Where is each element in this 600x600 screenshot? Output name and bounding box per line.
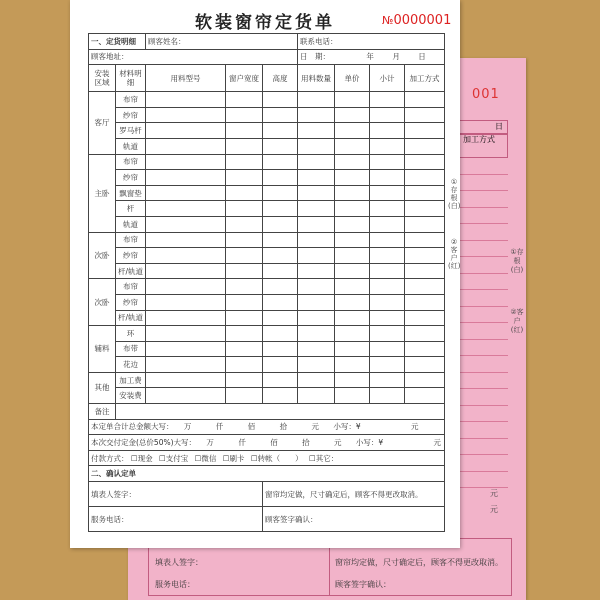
entry-cell[interactable] — [263, 170, 298, 186]
table-row — [89, 201, 445, 217]
table-row — [89, 326, 445, 342]
entry-cell[interactable] — [370, 138, 405, 154]
install-area-cell: 其他 — [89, 372, 116, 403]
entry-cell[interactable] — [370, 107, 405, 123]
deposit-lower-yuan: 元 — [433, 438, 442, 448]
entry-cell[interactable] — [370, 154, 405, 170]
entry-cell[interactable] — [146, 107, 226, 123]
entry-cell[interactable] — [298, 279, 335, 295]
form-title: 软装窗帘定货单 — [195, 13, 335, 33]
date-label: 日 期： — [300, 52, 331, 62]
entry-cell[interactable] — [370, 263, 405, 279]
entry-cell[interactable] — [226, 201, 263, 217]
entry-cell[interactable] — [335, 201, 370, 217]
entry-cell[interactable] — [263, 294, 298, 310]
unit-qian: 仟 — [215, 422, 224, 432]
entry-cell[interactable] — [298, 138, 335, 154]
table-row — [89, 357, 445, 373]
install-area-cell: 辅料 — [89, 326, 116, 373]
entry-cell[interactable] — [226, 294, 263, 310]
entry-cell[interactable] — [335, 107, 370, 123]
serial-value: 0000001 — [393, 13, 452, 28]
order-form-sheet — [70, 0, 460, 548]
order-table — [88, 33, 445, 532]
table-row — [89, 232, 445, 248]
material-cell: 布帘 — [116, 154, 146, 170]
entry-cell[interactable] — [335, 232, 370, 248]
entry-cell[interactable] — [298, 123, 335, 139]
entry-cell[interactable] — [263, 341, 298, 357]
entry-cell[interactable] — [226, 341, 263, 357]
entry-cell[interactable] — [146, 154, 226, 170]
entry-cell[interactable] — [298, 201, 335, 217]
col-install-area: 安装区域 — [89, 65, 116, 92]
entry-cell[interactable] — [263, 263, 298, 279]
pink-side-note-1: ①存根(白) — [510, 248, 524, 274]
col-processing-method: 加工方式 — [405, 65, 445, 92]
entry-cell[interactable] — [370, 388, 405, 404]
deposit-unit-bai: 佰 — [270, 438, 278, 448]
entry-cell[interactable] — [370, 123, 405, 139]
material-cell: 飘窗垫 — [116, 185, 146, 201]
entry-cell[interactable] — [335, 170, 370, 186]
payment-wechat[interactable]: ☐微信 — [194, 453, 217, 463]
payment-alipay[interactable]: ☐支付宝 — [159, 453, 189, 463]
entry-cell[interactable] — [226, 232, 263, 248]
table-row — [89, 92, 445, 108]
entry-cell[interactable] — [370, 201, 405, 217]
entry-cell[interactable] — [405, 357, 445, 373]
entry-cell[interactable] — [370, 170, 405, 186]
side-note-customer: ②客户(红) — [448, 238, 461, 270]
unit-wan: 万 — [183, 422, 192, 432]
entry-cell[interactable] — [298, 92, 335, 108]
entry-cell[interactable] — [263, 216, 298, 232]
pink-service-phone: 服务电话： — [155, 580, 195, 589]
notice-text: 窗帘均定做，尺寸确定后，顾客不得更改取消。 — [263, 482, 445, 507]
item-rows — [89, 92, 445, 404]
col-window-width: 窗户宽度 — [226, 65, 263, 92]
entry-cell[interactable] — [405, 372, 445, 388]
contact-phone-field[interactable]: 联系电话： — [298, 34, 445, 50]
entry-cell[interactable] — [405, 310, 445, 326]
table-row — [89, 170, 445, 186]
pink-method-header: 加工方式 — [450, 134, 508, 158]
material-cell: 纱帘 — [116, 294, 146, 310]
entry-cell[interactable] — [263, 201, 298, 217]
entry-cell[interactable] — [146, 138, 226, 154]
unit-shi: 拾 — [279, 422, 288, 432]
pink-customer-sign: 顾客签字确认： — [335, 580, 391, 589]
material-cell: 环 — [116, 326, 146, 342]
material-cell: 杆 — [116, 201, 146, 217]
entry-cell[interactable] — [226, 170, 263, 186]
entry-cell[interactable] — [146, 263, 226, 279]
entry-cell[interactable] — [146, 216, 226, 232]
entry-cell[interactable] — [226, 248, 263, 264]
table-row — [89, 185, 445, 201]
column-header-row — [89, 65, 445, 92]
entry-cell[interactable] — [405, 326, 445, 342]
entry-cell[interactable] — [405, 294, 445, 310]
unit-yuan: 元 — [311, 422, 319, 432]
col-height: 高度 — [263, 65, 298, 92]
entry-cell[interactable] — [226, 310, 263, 326]
entry-cell[interactable] — [146, 123, 226, 139]
entry-cell[interactable] — [263, 232, 298, 248]
entry-cell[interactable] — [226, 388, 263, 404]
entry-cell[interactable] — [146, 185, 226, 201]
entry-cell[interactable] — [335, 248, 370, 264]
customer-name-field[interactable]: 顾客姓名： — [146, 34, 298, 50]
entry-cell[interactable] — [335, 357, 370, 373]
col-unit-price: 单价 — [335, 65, 370, 92]
entry-cell[interactable] — [263, 138, 298, 154]
entry-cell[interactable] — [370, 357, 405, 373]
entry-cell[interactable] — [226, 138, 263, 154]
material-cell: 轨道 — [116, 216, 146, 232]
entry-cell[interactable] — [226, 92, 263, 108]
install-area-cell: 主卧 — [89, 154, 116, 232]
entry-cell[interactable] — [405, 388, 445, 404]
entry-cell[interactable] — [263, 185, 298, 201]
deposit-lower-label: 小写：¥ — [355, 438, 384, 448]
entry-cell[interactable] — [405, 201, 445, 217]
entry-cell[interactable] — [298, 263, 335, 279]
entry-cell[interactable] — [226, 107, 263, 123]
entry-cell[interactable] — [298, 248, 335, 264]
material-cell: 布帘 — [116, 92, 146, 108]
entry-cell[interactable] — [335, 310, 370, 326]
entry-cell[interactable] — [298, 341, 335, 357]
entry-cell[interactable] — [335, 123, 370, 139]
entry-cell[interactable] — [263, 310, 298, 326]
entry-cell[interactable] — [226, 154, 263, 170]
payment-cash[interactable]: ☐现金 — [130, 453, 153, 463]
deposit-upper-label: 本次交付定金(总价50%)大写： — [91, 438, 197, 448]
entry-cell[interactable] — [335, 294, 370, 310]
payment-label: 付款方式： — [91, 453, 129, 463]
section-2-heading: 二、确认定单 — [89, 466, 445, 482]
table-row — [89, 294, 445, 310]
entry-cell[interactable] — [226, 185, 263, 201]
entry-cell[interactable] — [298, 216, 335, 232]
entry-cell[interactable] — [335, 372, 370, 388]
entry-cell[interactable] — [146, 248, 226, 264]
section-1-heading: 一、定货明细 — [89, 34, 146, 50]
entry-cell[interactable] — [226, 216, 263, 232]
entry-cell[interactable] — [263, 388, 298, 404]
entry-cell[interactable] — [263, 248, 298, 264]
table-row — [89, 388, 445, 404]
pink-side-note-2: ②客户(红) — [510, 308, 524, 334]
entry-cell[interactable] — [226, 372, 263, 388]
entry-cell[interactable] — [405, 123, 445, 139]
pink-yuan-2: 元 — [490, 505, 498, 514]
entry-cell[interactable] — [146, 232, 226, 248]
entry-cell[interactable] — [370, 294, 405, 310]
table-row — [89, 372, 445, 388]
entry-cell[interactable] — [370, 248, 405, 264]
table-row — [89, 248, 445, 264]
material-cell: 安装费 — [116, 388, 146, 404]
deposit-unit-wan: 万 — [206, 438, 214, 448]
remarks-field[interactable] — [116, 404, 445, 420]
deposit-unit-qian: 仟 — [238, 438, 246, 448]
entry-cell[interactable] — [335, 154, 370, 170]
entry-cell[interactable] — [405, 154, 445, 170]
entry-cell[interactable] — [370, 232, 405, 248]
serial-number — [382, 13, 451, 28]
table-row — [89, 341, 445, 357]
entry-cell[interactable] — [146, 372, 226, 388]
entry-cell[interactable] — [405, 185, 445, 201]
table-row — [89, 123, 445, 139]
entry-cell[interactable] — [298, 232, 335, 248]
col-subtotal: 小计 — [370, 65, 405, 92]
entry-cell[interactable] — [298, 185, 335, 201]
payment-other[interactable]: ☐其它： — [309, 453, 339, 463]
material-cell: 加工费 — [116, 372, 146, 388]
entry-cell[interactable] — [298, 326, 335, 342]
entry-cell[interactable] — [370, 185, 405, 201]
col-material-detail: 材料明细 — [116, 65, 146, 92]
entry-cell[interactable] — [263, 92, 298, 108]
entry-cell[interactable] — [370, 310, 405, 326]
entry-cell[interactable] — [226, 357, 263, 373]
entry-cell[interactable] — [298, 310, 335, 326]
table-row — [89, 154, 445, 170]
material-cell: 布帘 — [116, 279, 146, 295]
entry-cell[interactable] — [263, 372, 298, 388]
entry-cell[interactable] — [405, 279, 445, 295]
install-area-cell: 客厅 — [89, 92, 116, 154]
entry-cell[interactable] — [146, 92, 226, 108]
entry-cell[interactable] — [335, 185, 370, 201]
date-field[interactable] — [298, 49, 445, 65]
entry-cell[interactable] — [335, 326, 370, 342]
material-cell: 布帘 — [116, 232, 146, 248]
total-amount-row[interactable] — [89, 419, 445, 435]
entry-cell[interactable] — [370, 216, 405, 232]
entry-cell[interactable] — [405, 170, 445, 186]
total-upper-label: 本定单合计总金额大写： — [91, 422, 174, 432]
table-row — [89, 263, 445, 279]
material-cell: 轨道 — [116, 138, 146, 154]
entry-cell[interactable] — [405, 92, 445, 108]
entry-cell[interactable] — [263, 154, 298, 170]
entry-cell[interactable] — [146, 310, 226, 326]
install-area-cell: 次卧 — [89, 232, 116, 279]
entry-cell[interactable] — [335, 279, 370, 295]
entry-cell[interactable] — [405, 216, 445, 232]
entry-cell[interactable] — [405, 248, 445, 264]
entry-cell[interactable] — [226, 279, 263, 295]
entry-cell[interactable] — [226, 326, 263, 342]
entry-cell[interactable] — [298, 388, 335, 404]
entry-cell[interactable] — [335, 388, 370, 404]
material-cell: 纱帘 — [116, 170, 146, 186]
pink-notice: 窗帘均定做，尺寸确定后，顾客不得更改取消。 — [335, 558, 503, 567]
entry-cell[interactable] — [146, 357, 226, 373]
pink-yuan-1: 元 — [490, 489, 498, 498]
payment-transfer[interactable]: ☐转帐（ ） — [250, 453, 303, 463]
entry-cell[interactable] — [370, 92, 405, 108]
entry-cell[interactable] — [298, 170, 335, 186]
entry-cell[interactable] — [370, 372, 405, 388]
entry-cell[interactable] — [335, 341, 370, 357]
remarks-label: 备注 — [89, 404, 116, 420]
date-year: 年 — [366, 52, 374, 62]
entry-cell[interactable] — [226, 123, 263, 139]
entry-cell[interactable] — [370, 279, 405, 295]
pink-filler-sign: 填表人签字： — [155, 558, 203, 567]
date-day: 日 — [418, 52, 426, 62]
side-note-stub: ①存根(白) — [448, 178, 461, 210]
material-cell: 罗马杆 — [116, 123, 146, 139]
entry-cell[interactable] — [405, 263, 445, 279]
entry-cell[interactable] — [298, 107, 335, 123]
material-cell: 花边 — [116, 357, 146, 373]
entry-cell[interactable] — [335, 138, 370, 154]
entry-cell[interactable] — [335, 216, 370, 232]
entry-cell[interactable] — [298, 357, 335, 373]
table-row — [89, 138, 445, 154]
entry-cell[interactable] — [263, 326, 298, 342]
table-row — [89, 279, 445, 295]
material-cell: 杆/轨道 — [116, 263, 146, 279]
material-cell: 布带 — [116, 341, 146, 357]
pink-serial: 001 — [472, 87, 500, 102]
service-phone-field[interactable]: 服务电话： — [89, 507, 263, 532]
entry-cell[interactable] — [146, 201, 226, 217]
entry-cell[interactable] — [298, 294, 335, 310]
entry-cell[interactable] — [298, 372, 335, 388]
lower-label: 小写：¥ — [333, 422, 361, 432]
payment-method-row — [89, 450, 445, 466]
table-row — [89, 216, 445, 232]
entry-cell[interactable] — [146, 279, 226, 295]
payment-card[interactable]: ☐刷卡 — [222, 453, 245, 463]
entry-cell[interactable] — [405, 341, 445, 357]
material-cell: 纱帘 — [116, 248, 146, 264]
date-month: 月 — [392, 52, 400, 62]
customer-sign-field[interactable]: 顾客签字确认： — [263, 507, 445, 532]
entry-cell[interactable] — [263, 279, 298, 295]
table-row — [89, 310, 445, 326]
entry-cell[interactable] — [226, 263, 263, 279]
entry-cell[interactable] — [370, 341, 405, 357]
unit-bai: 佰 — [247, 422, 256, 432]
entry-cell[interactable] — [146, 170, 226, 186]
col-material-model: 用料型号 — [146, 65, 226, 92]
install-area-cell: 次卧 — [89, 279, 116, 326]
entry-cell[interactable] — [405, 138, 445, 154]
deposit-unit-shi: 拾 — [302, 438, 310, 448]
lower-yuan: 元 — [411, 422, 419, 432]
deposit-unit-yuan: 元 — [333, 438, 342, 448]
col-quantity: 用料数量 — [298, 65, 335, 92]
entry-cell[interactable] — [146, 388, 226, 404]
entry-cell[interactable] — [146, 341, 226, 357]
table-row — [89, 107, 445, 123]
entry-cell[interactable] — [263, 123, 298, 139]
entry-cell[interactable] — [335, 263, 370, 279]
entry-cell[interactable] — [263, 107, 298, 123]
entry-cell[interactable] — [146, 294, 226, 310]
serial-prefix: № — [382, 14, 394, 27]
entry-cell[interactable] — [298, 154, 335, 170]
entry-cell[interactable] — [405, 107, 445, 123]
material-cell: 纱帘 — [116, 107, 146, 123]
customer-address-field[interactable]: 顾客地址： — [89, 49, 298, 65]
entry-cell[interactable] — [263, 357, 298, 373]
filler-sign-field[interactable]: 填表人签字： — [89, 482, 263, 507]
entry-cell[interactable] — [146, 326, 226, 342]
material-cell: 杆/轨道 — [116, 310, 146, 326]
entry-cell[interactable] — [405, 232, 445, 248]
pink-day-cell: 日 — [450, 120, 508, 134]
entry-cell[interactable] — [335, 92, 370, 108]
entry-cell[interactable] — [370, 326, 405, 342]
deposit-amount-row[interactable] — [89, 435, 445, 451]
